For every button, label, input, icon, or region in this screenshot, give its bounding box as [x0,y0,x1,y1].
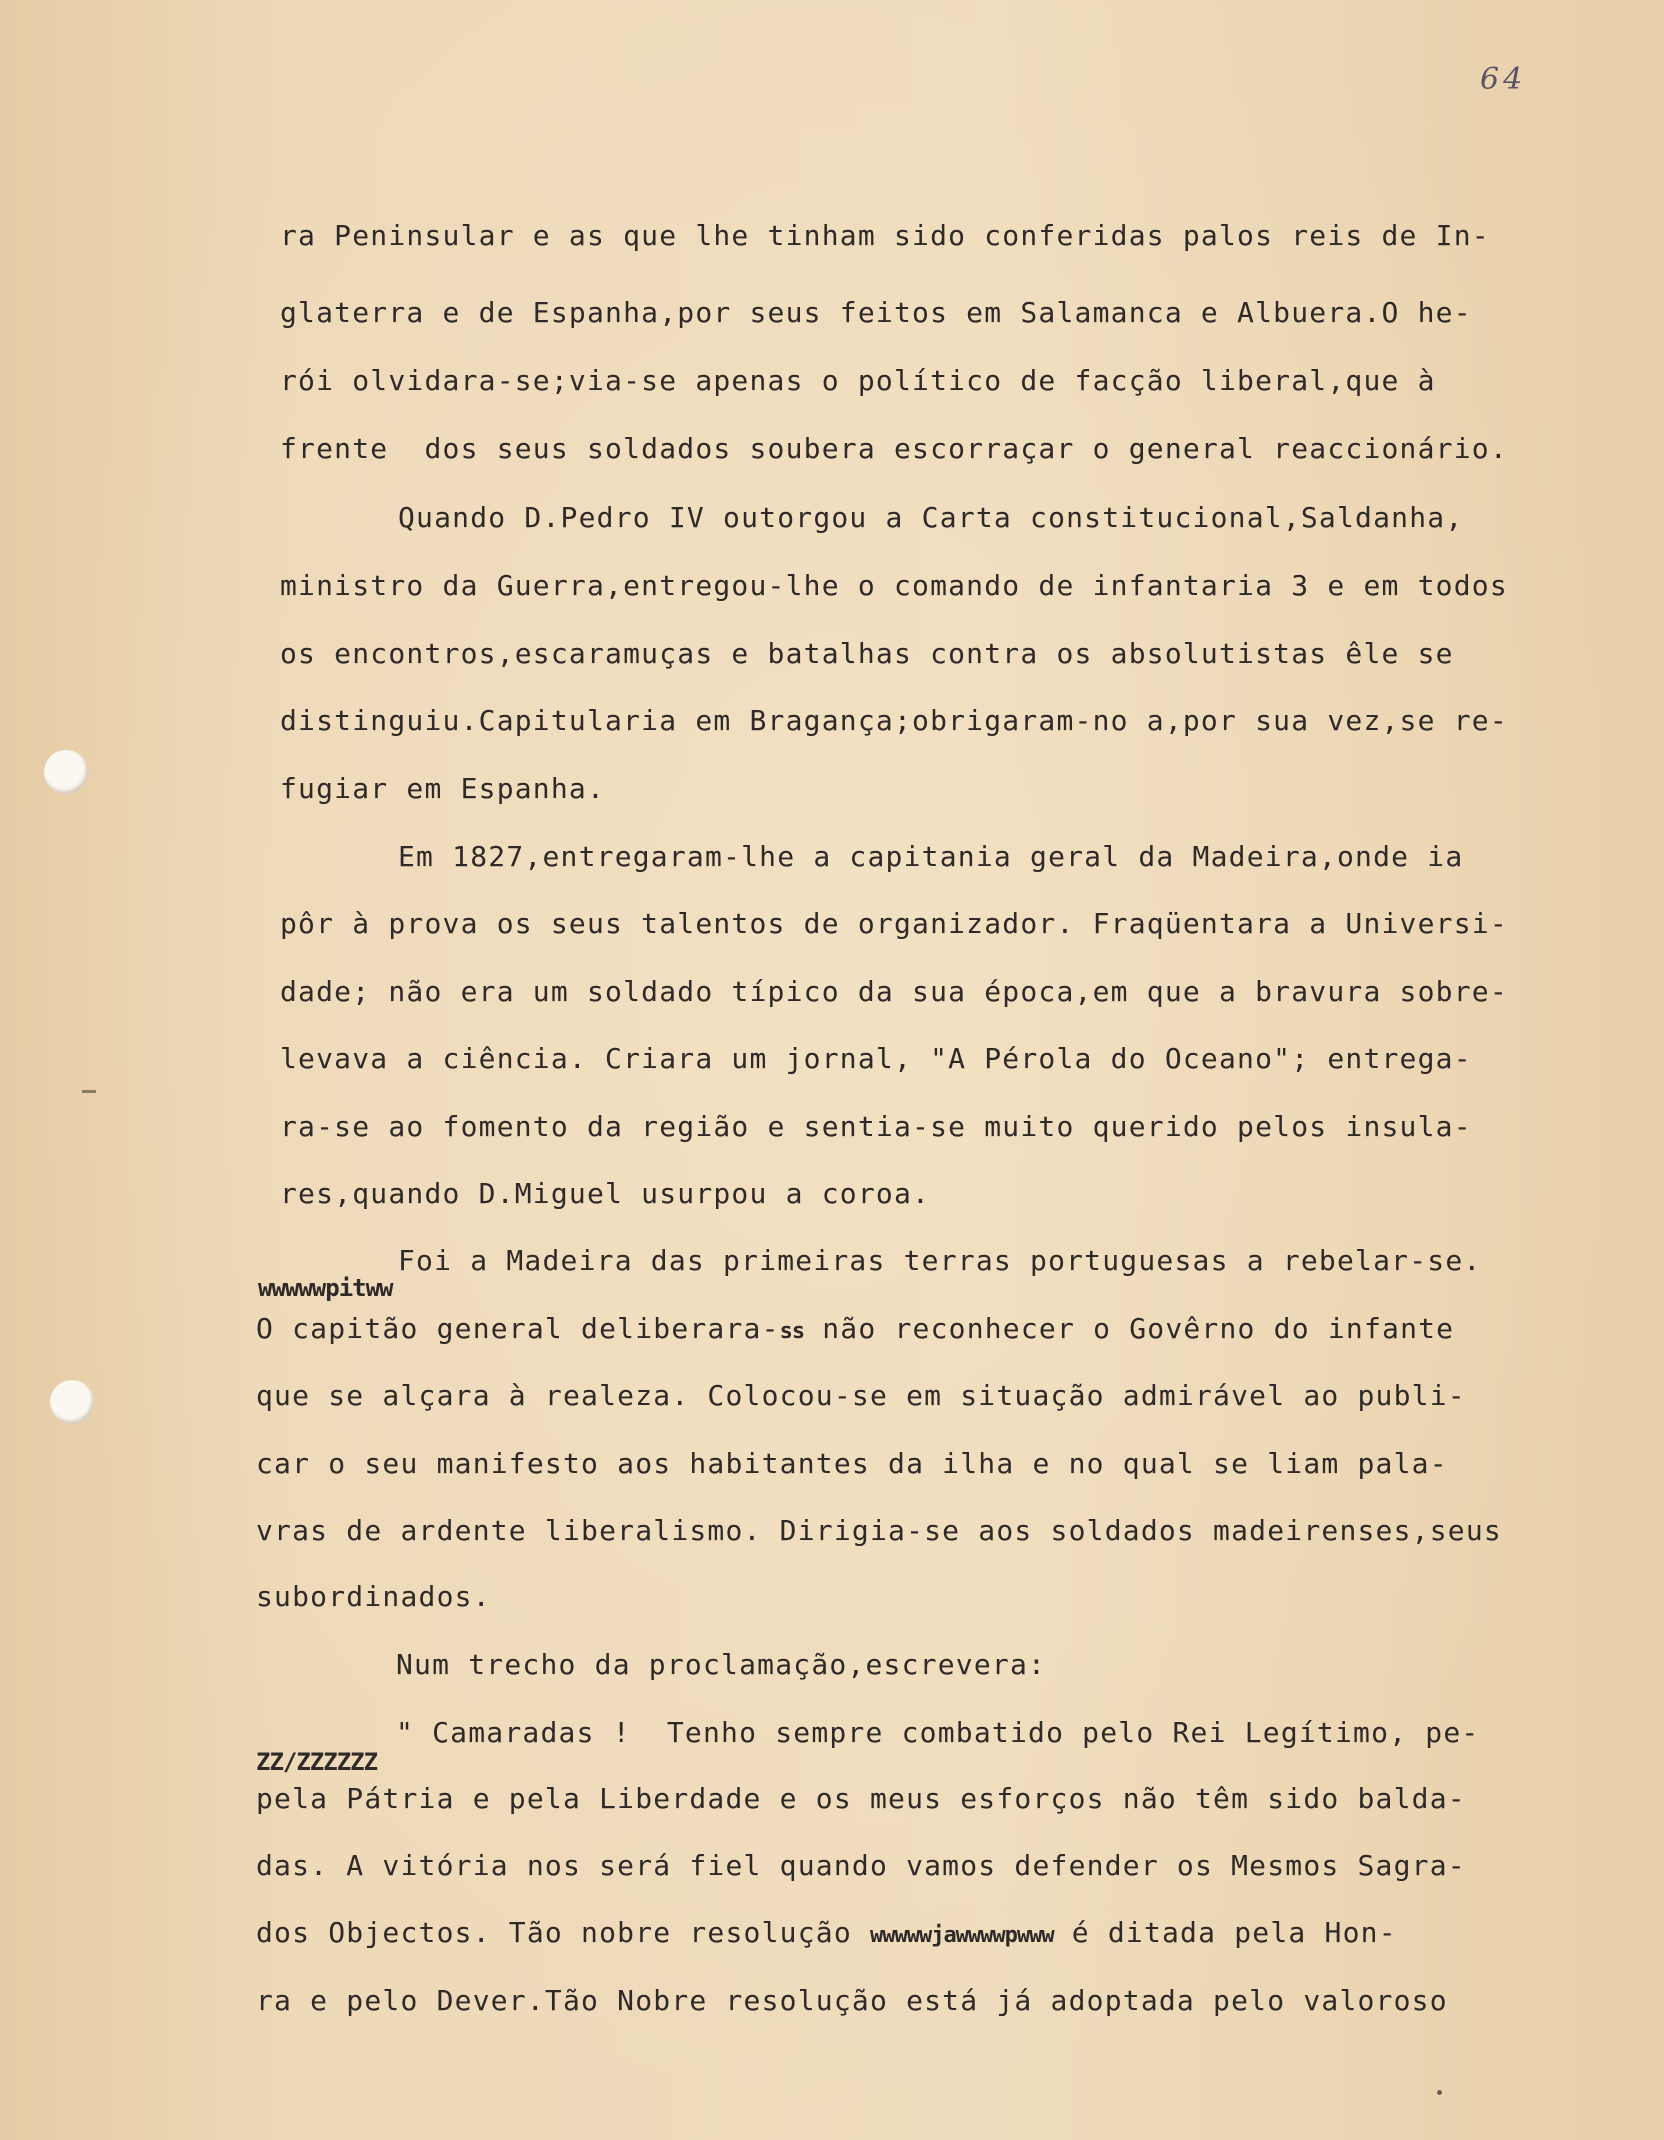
text-line: " Camaradas ! Tenho sempre combatido pelo Rei Legítimo, pe- [396,1716,1480,1749]
text-fragment: dos Objectos. Tão nobre resolução [256,1916,852,1949]
text-line: Em 1827,entregaram-lhe a capitania geral da Madeira,onde ia [398,840,1464,873]
text-line: glaterra e de Espanha,por seus feitos em Salamanca e Albuera.O he- [280,296,1472,329]
text-line: que se alçara à realeza. Colocou-se em situação admirável ao publi- [256,1379,1466,1412]
text-line: pela Pátria e pela Liberdade e os meus esforços não têm sido balda- [256,1782,1466,1815]
text-line: car o seu manifesto aos habitantes da ilha e no qual se liam pala- [256,1447,1448,1480]
text-line: subordinados. [256,1580,491,1613]
text-line: frente dos seus soldados soubera escorraçar o general reaccionário. [280,432,1508,465]
text-line: pôr à prova os seus talentos de organizador. Fraqüentara a Universi- [280,907,1508,940]
text-line: vras de ardente liberalismo. Dirigia-se aos soldados madeirenses,seus [256,1514,1502,1547]
punch-hole [50,1380,94,1424]
margin-mark [82,1090,96,1093]
punch-hole [44,750,88,794]
strikeout-text: ZZ/ZZZZZZ [256,1748,378,1776]
page-number: 64 [1480,62,1527,97]
text-line: dade; não era um soldado típico da sua época,em que a bravura sobre- [280,975,1508,1008]
text-line: rói olvidara-se;via-se apenas o político de facção liberal,que à [280,364,1436,397]
text-line [256,1312,1454,1349]
text-line: ministro da Guerra,entregou-lhe o comando de infantaria 3 e em todos [280,569,1508,602]
text-line: ra-se ao fomento da região e sentia-se muito querido pelos insula- [280,1110,1472,1143]
text-line: Quando D.Pedro IV outorgou a Carta constitucional,Saldanha, [398,501,1464,534]
text-line: fugiar em Espanha. [280,772,606,805]
text-line: distinguiu.Capitularia em Bragança;obrigaram-no a,por sua vez,se re- [280,704,1508,737]
ink-dot [1437,2090,1442,2095]
text-line: os encontros,escaramuças e batalhas contra os absolutistas êle se [280,637,1454,670]
text-fragment: não reconhecer o Govêrno do infante [804,1312,1455,1345]
text-line [256,1916,1397,1953]
text-line: ra Peninsular e as que lhe tinham sido conferidas palos reis de In- [280,219,1490,252]
strikeout-text: wwwwwpitww [258,1274,393,1302]
strikeout-text: wwwwwjawwwwpwww [869,1923,1054,1948]
strikeout-text: ss [779,1319,805,1344]
text-fragment: é ditada pela Hon- [1053,1916,1397,1949]
text-line: res,quando D.Miguel usurpou a coroa. [280,1177,931,1210]
text-line: levava a ciência. Criara um jornal, "A Pérola do Oceano"; entrega- [280,1042,1472,1075]
text-line: ra e pelo Dever.Tão Nobre resolução está já adoptada pelo valoroso [256,1984,1448,2017]
text-line: Num trecho da proclamação,escrevera: [396,1648,1047,1681]
text-fragment: O capitão general deliberara- [256,1312,780,1345]
text-line: das. A vitória nos será fiel quando vamos defender os Mesmos Sagra- [256,1849,1466,1882]
text-line: Foi a Madeira das primeiras terras portuguesas a rebelar-se. [398,1244,1482,1277]
